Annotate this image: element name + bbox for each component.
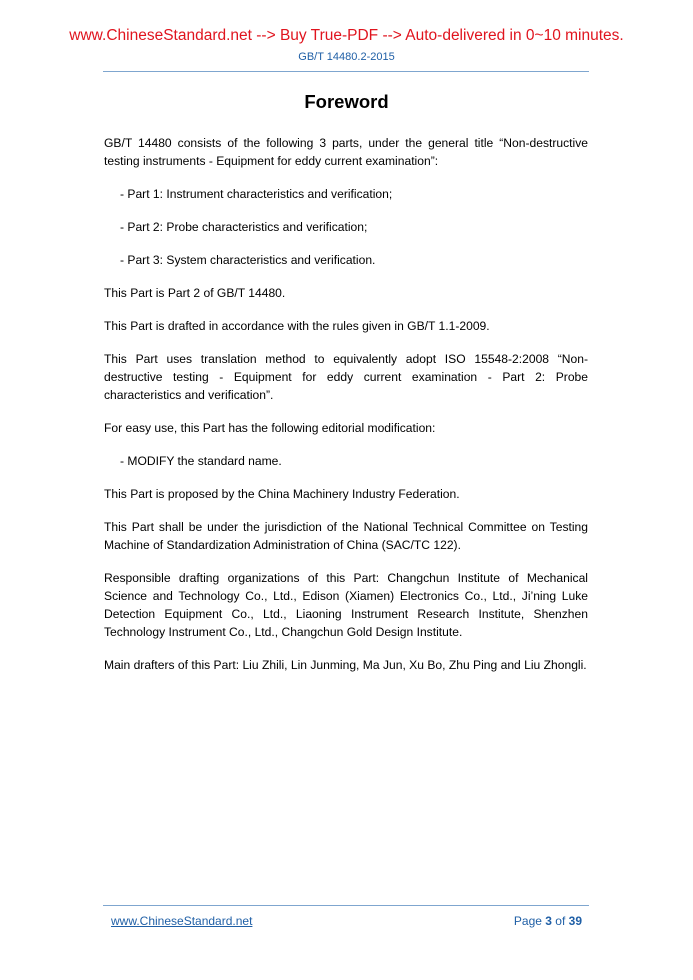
header-divider xyxy=(103,71,589,72)
page-of: of xyxy=(551,914,569,928)
page-total: 39 xyxy=(568,914,582,928)
list-item-part-3: - Part 3: System characteristics and verification. xyxy=(120,253,376,267)
page-prefix: Page xyxy=(513,914,546,928)
list-item-part-1: - Part 1: Instrument characteristics and verification; xyxy=(120,187,393,201)
document-body xyxy=(104,134,588,689)
footer-website-link[interactable]: www.ChineseStandard.net xyxy=(111,914,253,928)
standard-code: GB/T 14480.2-2015 xyxy=(298,51,395,63)
paragraph-adoption: This Part uses translation method to equivalently adopt ISO 15548-2:2008 “Non-destructive testing - Equipment for eddy current examination - Part 2: Probe characteristics and verification”. xyxy=(104,352,588,402)
paragraph-jurisdiction: This Part shall be under the jurisdiction of the National Technical Committee on Testing Machine of Standardization Administration of China (SAC/TC 122). xyxy=(104,520,588,552)
promo-banner[interactable]: www.ChineseStandard.net --> Buy True-PDF --> Auto-delivered in 0~10 minutes. xyxy=(69,27,624,44)
paragraph-drafting-rules: This Part is drafted in accordance with the rules given in GB/T 1.1-2009. xyxy=(104,319,490,333)
list-item-part-2: - Part 2: Probe characteristics and verification; xyxy=(120,220,368,234)
paragraph-modification-intro: For easy use, this Part has the following editorial modification: xyxy=(104,421,436,435)
paragraph-part-number: This Part is Part 2 of GB/T 14480. xyxy=(104,286,286,300)
paragraph-drafting-organizations: Responsible drafting organizations of this Part: Changchun Institute of Mechanical Science and Technology Co., Ltd., Edison (Xiamen) Electronics Co., Ltd., Ji’ning Luke Detection Equipment Co., Ltd., Liaoning Instrument Research Institute, Shenzhen Technology Instrument Co., Ltd., Changchun Gold Design Institute. xyxy=(104,571,588,639)
paragraph-proposed-by: This Part is proposed by the China Machinery Industry Federation. xyxy=(104,487,460,501)
footer-divider xyxy=(103,905,589,906)
page-current: 3 xyxy=(545,914,552,928)
paragraph-drafters: Main drafters of this Part: Liu Zhili, Lin Junming, Ma Jun, Xu Bo, Zhu Ping and Liu Zhongli. xyxy=(104,658,587,672)
paragraph-intro: GB/T 14480 consists of the following 3 parts, under the general title “Non-destructive testing instruments - Equipment for eddy current examination”: xyxy=(104,136,588,168)
list-item-modification: - MODIFY the standard name. xyxy=(120,454,282,468)
page-title: Foreword xyxy=(304,91,389,112)
page-indicator xyxy=(514,914,582,928)
